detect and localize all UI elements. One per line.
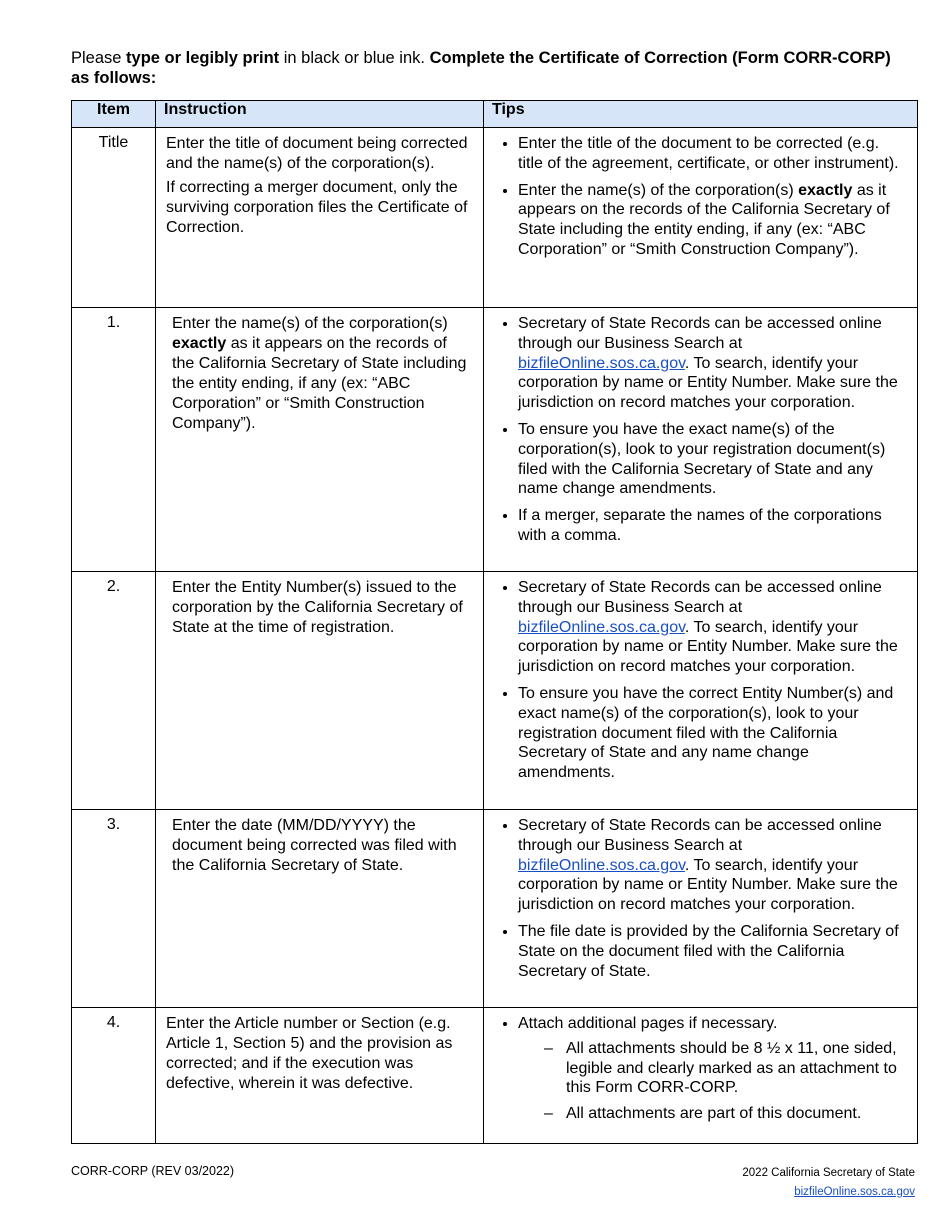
tip-item: • If a merger, separate the names of the corporations with a comma. (518, 506, 907, 546)
instruction-cell: Enter the Entity Number(s) issued to the corporation by the California Secretary of State at the time of registration. (156, 572, 484, 810)
sub-tip-text: All attachments are part of this document. (566, 1105, 862, 1123)
item-cell: Title (72, 128, 156, 308)
intro-bold: Complete the Certificate of Correction (Form CORR-CORP) as follows: (71, 49, 891, 87)
tip-item (518, 1014, 907, 1124)
instruction-cell: Enter the Article number or Section (e.g. Article 1, Section 5) and the provision as corrected; and if the execution was defective, wherein it was defective. (156, 1008, 484, 1144)
item-cell: 4. (72, 1008, 156, 1144)
intro-part: in black or blue ink. (279, 49, 430, 67)
instruction-bold: exactly (172, 335, 227, 352)
instruction-text: as it appears on the records of the California Secretary of State including the entity ending, if any (ex: “ABC Corporation” or “Smith Construction Company”). (172, 335, 467, 432)
sub-tip-item (544, 1039, 907, 1098)
tip-item (518, 816, 907, 915)
tip-text: as it appears on the records of the California Secretary of State including the entity ending, if any (ex: “ABC Corporation” or “Smith Construction Company”). (518, 181, 890, 258)
instruction-cell: Enter the date (MM/DD/YYYY) the document being corrected was filed with the California Secretary of State. (156, 810, 484, 1008)
tip-item: • The file date is provided by the California Secretary of State on the document filed with the California Secretary of State. (518, 922, 907, 981)
tip-item (518, 314, 907, 413)
item-cell: 2. (72, 572, 156, 810)
form-id: CORR-CORP (REV 03/2022) (71, 1164, 235, 1178)
table-row (72, 308, 918, 572)
item-cell: 3. (72, 810, 156, 1008)
tip-text: . To search, identify your corporation by name or Entity Number. Make sure the jurisdiction on record matches your corporation. (518, 618, 898, 676)
table-header-row (72, 101, 918, 128)
instruction-text: Enter the title of document being corrected and the name(s) of the corporation(s). (166, 135, 468, 172)
sub-tip-text: All attachments should be 8 ½ x 11, one sided, legible and clearly marked as an attachment to this Form CORR-CORP. (566, 1039, 897, 1097)
footer-right (742, 1164, 915, 1202)
bizfile-link[interactable]: bizfileOnline.sos.ca.gov (518, 618, 685, 636)
header-item: Item (72, 101, 156, 128)
instruction-cell (156, 128, 484, 308)
tip-text: . To search, identify your corporation by name or Entity Number. Make sure the jurisdiction on record matches your corporation. (518, 856, 898, 914)
intro-text (71, 48, 901, 88)
footer-website-link[interactable]: bizfileOnline.sos.ca.gov (794, 1186, 915, 1198)
item-cell: 1. (72, 308, 156, 572)
bizfile-link[interactable]: bizfileOnline.sos.ca.gov (518, 856, 685, 874)
tips-cell (484, 308, 918, 572)
sub-tip-item (544, 1104, 907, 1124)
tips-cell (484, 1008, 918, 1144)
header-instruction: Instruction (156, 101, 484, 128)
tip-text: Secretary of State Records can be accessed online through our Business Search at (518, 315, 882, 352)
header-tips: Tips (484, 101, 918, 128)
instructions-table (71, 100, 918, 1144)
tip-text: Attach additional pages if necessary. (518, 1015, 778, 1032)
intro-part: Please (71, 49, 127, 67)
instruction-cell (156, 308, 484, 572)
bizfile-link[interactable]: bizfileOnline.sos.ca.gov (518, 354, 685, 372)
dash-bullet: – (544, 1039, 553, 1057)
tips-cell (484, 572, 918, 810)
tip-item: • To ensure you have the correct Entity Number(s) and exact name(s) of the corporation(s), look to your registration document filed with the California Secretary of State and any name change amendments. (518, 684, 907, 783)
copyright: 2022 California Secretary of State (742, 1167, 915, 1179)
table-row (72, 1008, 918, 1144)
tip-text: Secretary of State Records can be accessed online through our Business Search at (518, 817, 882, 854)
tip-item (518, 578, 907, 677)
intro-bold: type or legibly print (126, 49, 280, 67)
tip-item (518, 181, 907, 260)
table-row (72, 810, 918, 1008)
tip-text: Secretary of State Records can be accessed online through our Business Search at (518, 579, 882, 616)
tip-text: Enter the name(s) of the corporation(s) (518, 181, 799, 199)
dash-bullet: – (544, 1105, 553, 1123)
tip-bold: exactly (798, 181, 853, 199)
instruction-text: Enter the name(s) of the corporation(s) (172, 315, 448, 332)
table-row (72, 128, 918, 308)
table-row (72, 572, 918, 810)
tips-cell (484, 128, 918, 308)
tips-cell (484, 810, 918, 1008)
tip-item: • Enter the title of the document to be corrected (e.g. title of the agreement, certificate, or other instrument). (518, 134, 907, 174)
tip-item: • To ensure you have the exact name(s) of the corporation(s), look to your registration document(s) filed with the California Secretary of State and any name change amendments. (518, 420, 907, 499)
tip-text: . To search, identify your corporation by name or Entity Number. Make sure the jurisdiction on record matches your corporation. (518, 354, 898, 412)
instruction-text: If correcting a merger document, only the surviving corporation files the Certificate of Correction. (166, 179, 468, 236)
